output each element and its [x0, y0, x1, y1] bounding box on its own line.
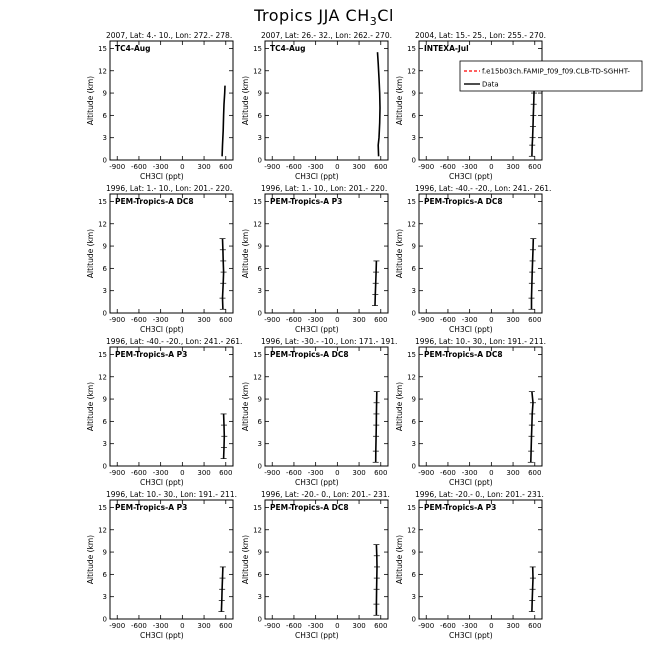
- y-axis-label: Altitude (km): [395, 228, 404, 279]
- panel-10: [86, 490, 237, 640]
- panel-header: 1996, Lat: 1.- 10., Lon: 201.- 220.: [106, 184, 233, 193]
- legend: [460, 61, 642, 91]
- x-tick-label: -900: [109, 469, 126, 477]
- plot-frame: [110, 500, 233, 619]
- panel-4: [86, 184, 233, 334]
- y-tick-label: 6: [257, 264, 262, 273]
- x-tick-label: 600: [219, 469, 233, 477]
- panel-header: 1996, Lat: -20.- 0., Lon: 201.- 231.: [415, 490, 544, 499]
- x-tick-label: -300: [152, 316, 169, 324]
- x-tick-label: 600: [528, 163, 542, 171]
- x-tick-label: 300: [352, 163, 366, 171]
- y-tick-label: 15: [98, 350, 107, 359]
- y-tick-label: 0: [102, 156, 107, 165]
- y-tick-label: 3: [257, 593, 262, 602]
- x-tick-label: 600: [219, 163, 233, 171]
- x-tick-label: -300: [307, 316, 324, 324]
- x-tick-label: 300: [506, 469, 520, 477]
- y-tick-label: 0: [257, 615, 262, 624]
- x-tick-label: -900: [418, 469, 435, 477]
- data-profile-line: [223, 239, 224, 310]
- panel-header: 1996, Lat: -20.- 0., Lon: 201.- 231.: [261, 490, 390, 499]
- plot-frame: [419, 194, 542, 313]
- x-tick-label: 600: [374, 622, 388, 630]
- x-tick-label: 300: [352, 622, 366, 630]
- y-tick-label: 9: [411, 242, 416, 251]
- plot-frame: [110, 41, 233, 160]
- x-tick-label: -300: [152, 622, 169, 630]
- campaign-label: PEM-Tropics-A P3: [270, 197, 343, 206]
- x-tick-label: 0: [180, 316, 185, 324]
- x-tick-label: 0: [335, 316, 340, 324]
- y-axis-label: Altitude (km): [241, 228, 250, 279]
- y-tick-label: 6: [257, 570, 262, 579]
- y-tick-label: 9: [411, 395, 416, 404]
- x-tick-label: -600: [439, 163, 456, 171]
- x-tick-label: -900: [264, 622, 281, 630]
- x-tick-label: -900: [264, 316, 281, 324]
- y-tick-label: 15: [253, 503, 262, 512]
- panel-header: 1996, Lat: -40.- -20., Lon: 241.- 261.: [415, 184, 552, 193]
- x-tick-label: 300: [506, 163, 520, 171]
- plot-frame: [419, 41, 542, 160]
- y-tick-label: 12: [253, 373, 262, 382]
- y-tick-label: 9: [411, 89, 416, 98]
- x-tick-label: -600: [130, 622, 147, 630]
- y-tick-label: 0: [257, 309, 262, 318]
- data-profile-line: [532, 239, 534, 310]
- data-profile-line: [378, 52, 381, 156]
- panel-header: 1996, Lat: -30.- -10., Lon: 171.- 191.: [261, 337, 398, 346]
- y-tick-label: 15: [98, 197, 107, 206]
- x-tick-label: 300: [197, 622, 211, 630]
- y-tick-label: 3: [411, 134, 416, 143]
- y-tick-label: 12: [253, 67, 262, 76]
- x-tick-label: 0: [489, 469, 494, 477]
- x-tick-label: 300: [352, 469, 366, 477]
- y-tick-label: 3: [257, 134, 262, 143]
- x-tick-label: -300: [461, 622, 478, 630]
- plot-frame: [419, 347, 542, 466]
- y-tick-label: 12: [407, 373, 416, 382]
- campaign-label: TC4-Aug: [270, 44, 306, 53]
- data-profile-line: [531, 392, 533, 463]
- campaign-label: PEM-Tropics-A P3: [115, 350, 188, 359]
- y-tick-label: 0: [411, 309, 416, 318]
- x-axis-label: CH3Cl (ppt): [295, 325, 339, 334]
- plot-frame: [265, 500, 388, 619]
- legend-model-label: f.e15b03ch.FAMIP_f09_f09.CLB-TD-SGHHT-: [482, 67, 630, 76]
- x-axis-label: CH3Cl (ppt): [295, 631, 339, 640]
- x-tick-label: -600: [130, 163, 147, 171]
- x-tick-label: -300: [307, 622, 324, 630]
- y-tick-label: 0: [102, 615, 107, 624]
- y-tick-label: 3: [411, 440, 416, 449]
- campaign-label: PEM-Tropics-A DC8: [424, 197, 503, 206]
- x-tick-label: 600: [374, 316, 388, 324]
- y-tick-label: 15: [407, 44, 416, 53]
- x-axis-label: CH3Cl (ppt): [140, 631, 184, 640]
- y-tick-label: 12: [253, 220, 262, 229]
- panel-9: [395, 337, 546, 487]
- y-axis-label: Altitude (km): [241, 381, 250, 432]
- y-tick-label: 6: [257, 111, 262, 120]
- x-axis-label: CH3Cl (ppt): [140, 478, 184, 487]
- x-axis-label: CH3Cl (ppt): [449, 172, 493, 181]
- x-axis-label: CH3Cl (ppt): [140, 325, 184, 334]
- y-tick-label: 0: [102, 462, 107, 471]
- y-tick-label: 6: [411, 570, 416, 579]
- y-tick-label: 0: [411, 462, 416, 471]
- x-tick-label: 0: [335, 622, 340, 630]
- x-tick-label: 600: [528, 316, 542, 324]
- y-tick-label: 0: [411, 615, 416, 624]
- y-tick-label: 0: [257, 462, 262, 471]
- x-tick-label: 600: [219, 622, 233, 630]
- x-tick-label: -600: [285, 163, 302, 171]
- x-tick-label: -300: [152, 163, 169, 171]
- y-tick-label: 12: [407, 220, 416, 229]
- panel-7: [86, 337, 242, 487]
- x-tick-label: -900: [109, 316, 126, 324]
- y-axis-label: Altitude (km): [395, 75, 404, 126]
- y-tick-label: 15: [253, 44, 262, 53]
- y-tick-label: 9: [257, 395, 262, 404]
- x-tick-label: 300: [197, 469, 211, 477]
- x-axis-label: CH3Cl (ppt): [449, 325, 493, 334]
- y-tick-label: 6: [411, 417, 416, 426]
- campaign-label: PEM-Tropics-A DC8: [270, 350, 349, 359]
- y-tick-label: 3: [102, 134, 107, 143]
- y-tick-label: 15: [407, 503, 416, 512]
- y-tick-label: 3: [257, 440, 262, 449]
- campaign-label: PEM-Tropics-A DC8: [270, 503, 349, 512]
- y-tick-label: 6: [411, 264, 416, 273]
- x-tick-label: 300: [506, 316, 520, 324]
- panel-header: 1996, Lat: 1.- 10., Lon: 201.- 220.: [261, 184, 388, 193]
- panel-6: [395, 184, 551, 334]
- plot-frame: [265, 347, 388, 466]
- panel-header: 1996, Lat: 10.- 30., Lon: 191.- 211.: [415, 337, 546, 346]
- y-axis-label: Altitude (km): [241, 75, 250, 126]
- panel-11: [241, 490, 390, 640]
- panel-5: [241, 184, 388, 334]
- x-tick-label: 600: [219, 316, 233, 324]
- y-axis-label: Altitude (km): [86, 534, 95, 585]
- x-tick-label: 0: [489, 163, 494, 171]
- x-tick-label: -900: [109, 622, 126, 630]
- panel-header: 1996, Lat: -40.- -20., Lon: 241.- 261.: [106, 337, 243, 346]
- panel-header: 2007, Lat: 26.- 32., Lon: 262.- 270.: [261, 31, 392, 40]
- panel-3: [395, 31, 546, 181]
- y-tick-label: 9: [257, 89, 262, 98]
- x-tick-label: -300: [461, 163, 478, 171]
- plot-frame: [110, 194, 233, 313]
- y-tick-label: 3: [411, 593, 416, 602]
- panel-header: 1996, Lat: 10.- 30., Lon: 191.- 211.: [106, 490, 237, 499]
- plot-frame: [110, 347, 233, 466]
- y-tick-label: 15: [98, 44, 107, 53]
- x-tick-label: -600: [130, 316, 147, 324]
- x-tick-label: -600: [439, 316, 456, 324]
- x-tick-label: 0: [489, 622, 494, 630]
- y-tick-label: 6: [102, 570, 107, 579]
- x-tick-label: -600: [130, 469, 147, 477]
- x-tick-label: 600: [374, 469, 388, 477]
- x-tick-label: 0: [335, 163, 340, 171]
- x-tick-label: -900: [418, 316, 435, 324]
- y-tick-label: 0: [102, 309, 107, 318]
- page-title: Tropics JJA $CH_3Cl$: [254, 6, 394, 29]
- x-tick-label: 0: [180, 163, 185, 171]
- data-profile-line: [376, 392, 377, 463]
- x-tick-label: 600: [374, 163, 388, 171]
- x-tick-label: -900: [264, 469, 281, 477]
- y-tick-label: 15: [98, 503, 107, 512]
- y-tick-label: 6: [102, 264, 107, 273]
- x-tick-label: -300: [307, 163, 324, 171]
- y-tick-label: 15: [407, 350, 416, 359]
- x-tick-label: 300: [197, 316, 211, 324]
- x-tick-label: 300: [506, 622, 520, 630]
- x-tick-label: 600: [528, 622, 542, 630]
- x-tick-label: -600: [285, 622, 302, 630]
- y-tick-label: 12: [407, 67, 416, 76]
- plot-frame: [265, 41, 388, 160]
- x-tick-label: 300: [352, 316, 366, 324]
- panel-1: [86, 31, 233, 181]
- x-tick-label: -600: [285, 316, 302, 324]
- x-tick-label: -600: [439, 622, 456, 630]
- x-axis-label: CH3Cl (ppt): [295, 478, 339, 487]
- x-axis-label: CH3Cl (ppt): [140, 172, 184, 181]
- campaign-label: PEM-Tropics-A DC8: [115, 197, 194, 206]
- y-tick-label: 9: [102, 548, 107, 557]
- x-axis-label: CH3Cl (ppt): [295, 172, 339, 181]
- y-tick-label: 3: [257, 287, 262, 296]
- x-tick-label: -900: [109, 163, 126, 171]
- campaign-label: PEM-Tropics-A P3: [424, 503, 497, 512]
- x-tick-label: -600: [285, 469, 302, 477]
- y-tick-label: 6: [102, 417, 107, 426]
- y-tick-label: 15: [253, 350, 262, 359]
- x-tick-label: -900: [264, 163, 281, 171]
- y-axis-label: Altitude (km): [395, 381, 404, 432]
- x-tick-label: -300: [461, 469, 478, 477]
- data-profile-line: [376, 545, 377, 616]
- x-tick-label: -300: [307, 469, 324, 477]
- y-tick-label: 3: [102, 287, 107, 296]
- y-axis-label: Altitude (km): [86, 228, 95, 279]
- y-tick-label: 12: [98, 220, 107, 229]
- plot-frame: [419, 500, 542, 619]
- x-axis-label: CH3Cl (ppt): [449, 631, 493, 640]
- legend-data-label: Data: [482, 80, 499, 89]
- y-tick-label: 12: [98, 373, 107, 382]
- x-tick-label: 300: [197, 163, 211, 171]
- y-tick-label: 9: [257, 548, 262, 557]
- campaign-label: PEM-Tropics-A P3: [115, 503, 188, 512]
- y-tick-label: 3: [102, 593, 107, 602]
- campaign-label: INTEXA-Jul: [424, 44, 469, 53]
- panel-8: [241, 337, 397, 487]
- y-tick-label: 9: [102, 242, 107, 251]
- y-tick-label: 12: [407, 526, 416, 535]
- y-tick-label: 9: [102, 89, 107, 98]
- x-tick-label: -900: [418, 163, 435, 171]
- y-tick-label: 6: [257, 417, 262, 426]
- x-tick-label: 0: [489, 316, 494, 324]
- data-profile-line: [222, 86, 225, 157]
- x-tick-label: -900: [418, 622, 435, 630]
- y-tick-label: 9: [257, 242, 262, 251]
- campaign-label: TC4-Aug: [115, 44, 151, 53]
- x-axis-label: CH3Cl (ppt): [449, 478, 493, 487]
- y-axis-label: Altitude (km): [86, 75, 95, 126]
- y-tick-label: 9: [411, 548, 416, 557]
- panel-header: 2004, Lat: 15.- 25., Lon: 255.- 270.: [415, 31, 546, 40]
- y-tick-label: 6: [411, 111, 416, 120]
- plot-frame: [265, 194, 388, 313]
- y-tick-label: 0: [257, 156, 262, 165]
- campaign-label: PEM-Tropics-A DC8: [424, 350, 503, 359]
- x-tick-label: 0: [180, 469, 185, 477]
- x-tick-label: -600: [439, 469, 456, 477]
- y-tick-label: 3: [102, 440, 107, 449]
- y-tick-label: 6: [102, 111, 107, 120]
- y-tick-label: 12: [98, 67, 107, 76]
- x-tick-label: 600: [528, 469, 542, 477]
- x-tick-label: 0: [335, 469, 340, 477]
- x-tick-label: -300: [461, 316, 478, 324]
- y-axis-label: Altitude (km): [395, 534, 404, 585]
- panel-12: [395, 490, 544, 640]
- y-tick-label: 15: [253, 197, 262, 206]
- x-tick-label: -300: [152, 469, 169, 477]
- y-tick-label: 12: [253, 526, 262, 535]
- y-axis-label: Altitude (km): [86, 381, 95, 432]
- panel-header: 2007, Lat: 4.- 10., Lon: 272.- 278.: [106, 31, 233, 40]
- x-tick-label: 0: [180, 622, 185, 630]
- y-axis-label: Altitude (km): [241, 534, 250, 585]
- panel-2: [241, 31, 392, 181]
- y-tick-label: 3: [411, 287, 416, 296]
- y-tick-label: 12: [98, 526, 107, 535]
- y-tick-label: 15: [407, 197, 416, 206]
- y-tick-label: 9: [102, 395, 107, 404]
- y-tick-label: 0: [411, 156, 416, 165]
